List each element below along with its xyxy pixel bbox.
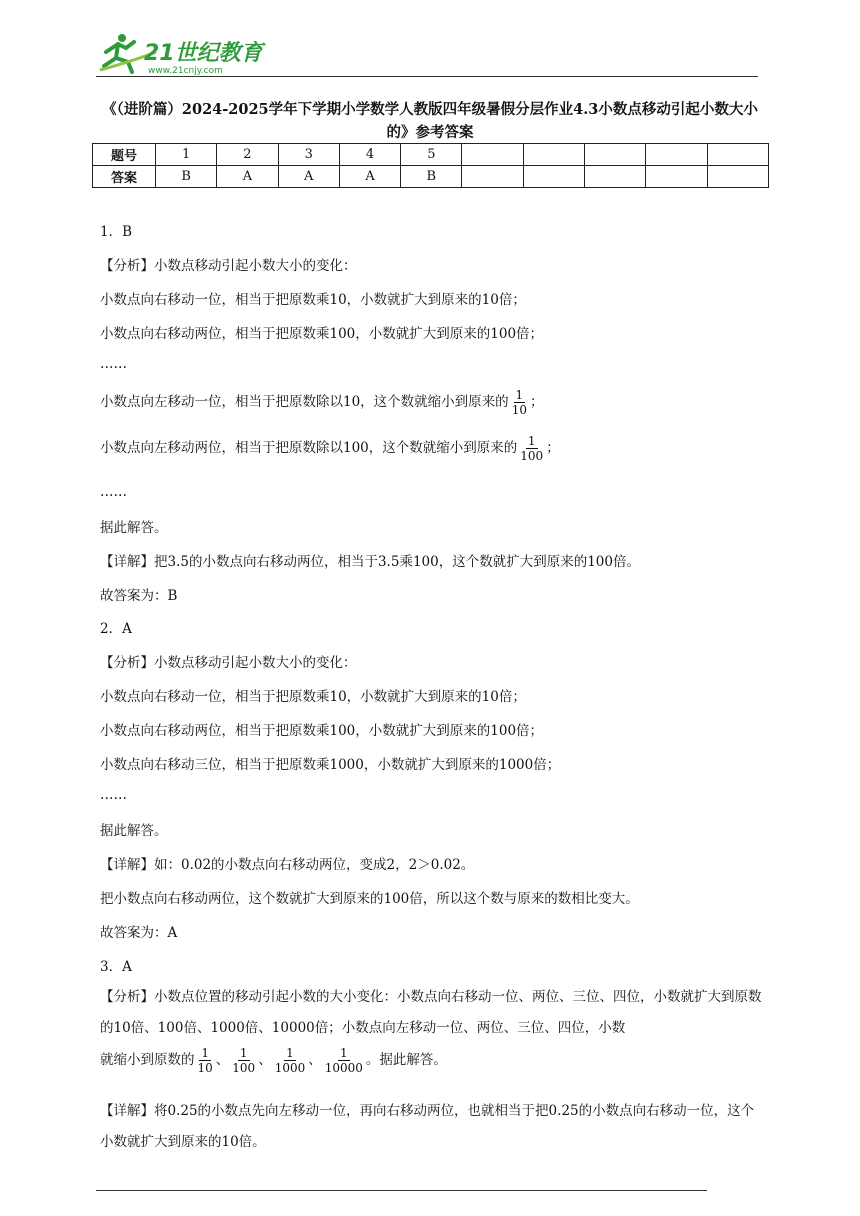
fraction [323,1046,365,1075]
fraction-numerator: 1 [340,1046,348,1060]
table-cell: A [217,166,278,188]
table-cell [646,144,707,166]
q1-line-2: 小数点向右移动两位，相当于把原数乘100，小数就扩大到原来的100倍； [100,326,544,342]
fraction [518,434,545,463]
q2-detail-1: 【详解】如：0.02的小数点向右移动两位，变成2，2＞0.02。 [100,857,475,873]
q1-analysis: 【分析】小数点移动引起小数大小的变化： [100,258,357,274]
table-row-label: 题号 [93,144,156,166]
q2-line-3: 小数点向右移动三位，相当于把原数乘1000，小数就扩大到原来的1000倍； [100,757,561,773]
fraction-denominator: 10 [197,1061,213,1075]
fraction [273,1046,308,1075]
q2-conclude: 据此解答。 [100,823,168,839]
table-cell: 3 [278,144,339,166]
table-cell: A [278,166,339,188]
q3-line-3-end: 。据此解答。 [365,1052,447,1068]
q1-line-3-text: 小数点向左移动一位，相当于把原数除以10，这个数就缩小到原来的 [100,394,509,410]
q2-heading: 2．A [100,621,132,637]
fraction-numerator: 1 [286,1046,294,1060]
fraction-numerator: 1 [515,388,524,402]
q1-ellipsis-2: …… [100,484,127,500]
table-cell: B [156,166,217,188]
fraction-denominator: 10000 [324,1061,363,1075]
q2-ellipsis: …… [100,787,127,803]
table-row-label: 答案 [93,166,156,188]
table-cell [462,166,523,188]
separator: 、 [258,1052,272,1068]
q2-detail-2: 把小数点向右移动两位，这个数就扩大到原来的100倍，所以这个数与原来的数相比变大。 [100,891,639,907]
q2-line-2: 小数点向右移动两位，相当于把原数乘100，小数就扩大到原来的100倍； [100,723,544,739]
q3-analysis: 【分析】小数点位置的移动引起小数的大小变化：小数点向右移动一位、两位、三位、四位，小数就扩大到原数的10倍、100倍、1000倍、10000倍；小数点向左移动一位、两位、三位、四位，小数 [100,989,762,1036]
table-cell [462,144,523,166]
q3-line-3 [100,1046,447,1075]
page-header [96,30,758,80]
table-cell: 5 [401,144,462,166]
logo-text: 21世纪教育 [144,41,263,66]
footer-divider [96,1190,707,1191]
table-cell: 2 [217,144,278,166]
table-cell [523,166,584,188]
q1-line-4 [100,434,560,463]
fraction [196,1046,215,1075]
fraction-denominator: 1000 [274,1061,306,1075]
table-cell: A [339,166,400,188]
site-logo [96,30,266,76]
q1-conclude: 据此解答。 [100,520,168,536]
fraction-numerator: 1 [527,434,536,448]
q1-detail: 【详解】把3.5的小数点向右移动两位，相当于3.5乘100，这个数就扩大到原来的100倍。 [100,554,640,570]
q1-line-3-end: ； [529,394,544,410]
q1-line-1: 小数点向右移动一位，相当于把原数乘10，小数就扩大到原来的10倍； [100,292,526,308]
separator: 、 [215,1052,230,1068]
table-cell: B [401,166,462,188]
table-cell [585,166,646,188]
q1-line-4-text: 小数点向左移动两位，相当于把原数除以100，这个数就缩小到原来的 [100,440,518,456]
table-cell [646,166,707,188]
page-title: 《（进阶篇）2024-2025学年下学期小学数学人教版四年级暑假分层作业4.3小数点移动引起小数大小的》参考答案 [102,101,758,141]
answer-table [92,143,769,188]
fraction [510,388,529,417]
table-cell [707,144,768,166]
q1-line-3 [100,388,543,417]
fraction-denominator: 100 [232,1061,256,1075]
table-cell [585,144,646,166]
q3-heading: 3．A [100,959,132,975]
table-cell: 1 [156,144,217,166]
logo-url-text: www.21cnjy.com [148,66,223,76]
table-row [93,166,769,188]
q1-answer: 故答案为：B [100,588,178,604]
fraction [230,1046,257,1075]
q3-line-3-text: 就缩小到原数的 [100,1052,195,1068]
fraction-denominator: 10 [511,403,527,417]
table-cell [707,166,768,188]
q1-ellipsis-1: …… [100,356,127,372]
table-cell [523,144,584,166]
table-cell: 4 [339,144,400,166]
fraction-numerator: 1 [239,1046,248,1060]
q2-line-1: 小数点向右移动一位，相当于把原数乘10，小数就扩大到原来的10倍； [100,689,526,705]
header-divider [96,76,758,77]
q1-heading: 1．B [100,224,133,240]
q3-detail: 【详解】将0.25的小数点先向左移动一位，再向右移动两位，也就相当于把0.25的小数点向右移动一位，这个小数就扩大到原来的10倍。 [100,1103,755,1150]
runner-logo-icon [96,30,266,76]
fraction-numerator: 1 [201,1046,209,1060]
table-row [93,144,769,166]
fraction-denominator: 100 [520,449,544,463]
q2-answer: 故答案为：A [100,925,178,941]
q2-analysis: 【分析】小数点移动引起小数大小的变化： [100,655,357,671]
q1-line-4-end: ； [546,440,560,456]
separator: 、 [308,1052,322,1068]
